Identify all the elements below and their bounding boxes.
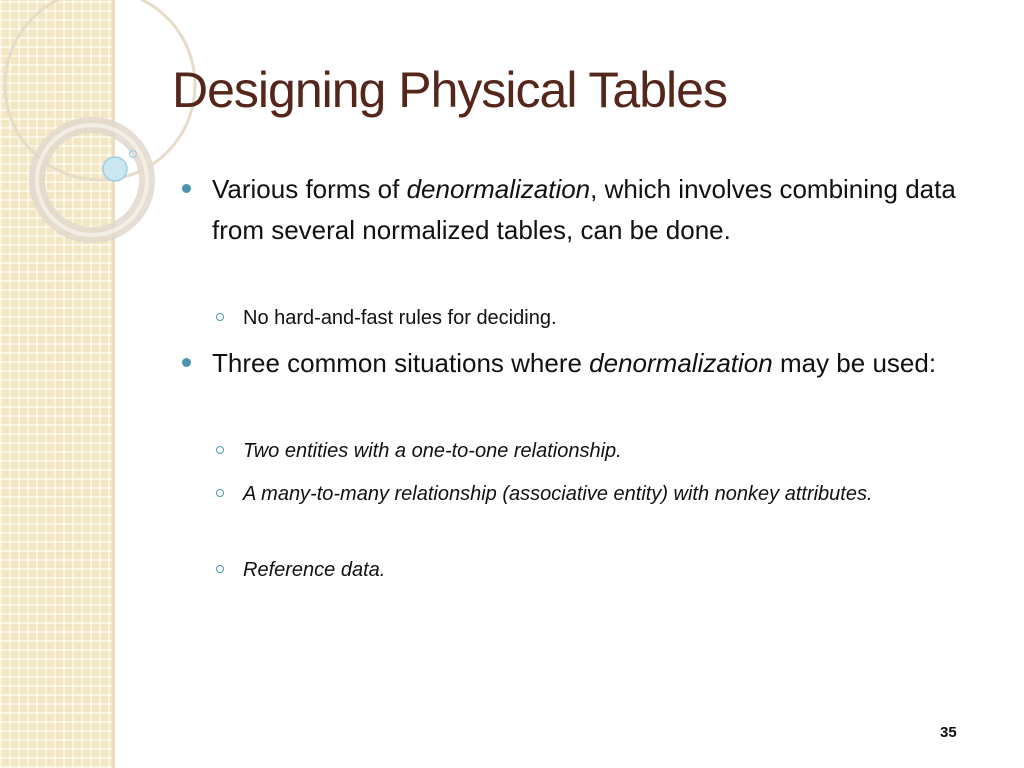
page-number: 35 xyxy=(940,724,957,741)
subitem-no-rules xyxy=(243,302,983,334)
bullet-text-emphasis: denormalization xyxy=(406,174,591,204)
subitem-text: No hard-and-fast rules for deciding. xyxy=(243,307,557,329)
slide-title: Designing Physical Tables xyxy=(172,62,727,118)
subitem-reference-data xyxy=(243,554,983,586)
subitem-text: A many-to-many relationship (associative entity) with nonkey attributes. xyxy=(243,483,873,505)
bullet-marker-icon xyxy=(182,358,191,367)
sub-bullet-marker-icon xyxy=(216,565,224,573)
bullet-text-emphasis: denormalization xyxy=(589,348,773,378)
bullet-text-pre: Various forms of xyxy=(212,174,407,204)
bullet-text-post: may be used: xyxy=(772,348,937,378)
sub-bullet-marker-icon xyxy=(216,313,224,321)
bullet-text-pre: Three common situations where xyxy=(212,348,590,378)
bullet-marker-icon xyxy=(182,184,191,193)
subitem-text: Two entities with a one-to-one relationship. xyxy=(243,440,622,462)
bullet-item-common-situations xyxy=(212,343,1002,384)
sub-bullet-marker-icon xyxy=(216,489,224,497)
subitem-one-to-one xyxy=(243,435,983,467)
subitem-many-to-many xyxy=(243,478,983,510)
sub-bullet-marker-icon xyxy=(216,446,224,454)
bullet-item-denormalization-forms xyxy=(212,169,1002,251)
subitem-text: Reference data. xyxy=(243,559,386,581)
bullet-text-post: , which involves combining data from several normalized tables, can be done. xyxy=(212,174,956,245)
